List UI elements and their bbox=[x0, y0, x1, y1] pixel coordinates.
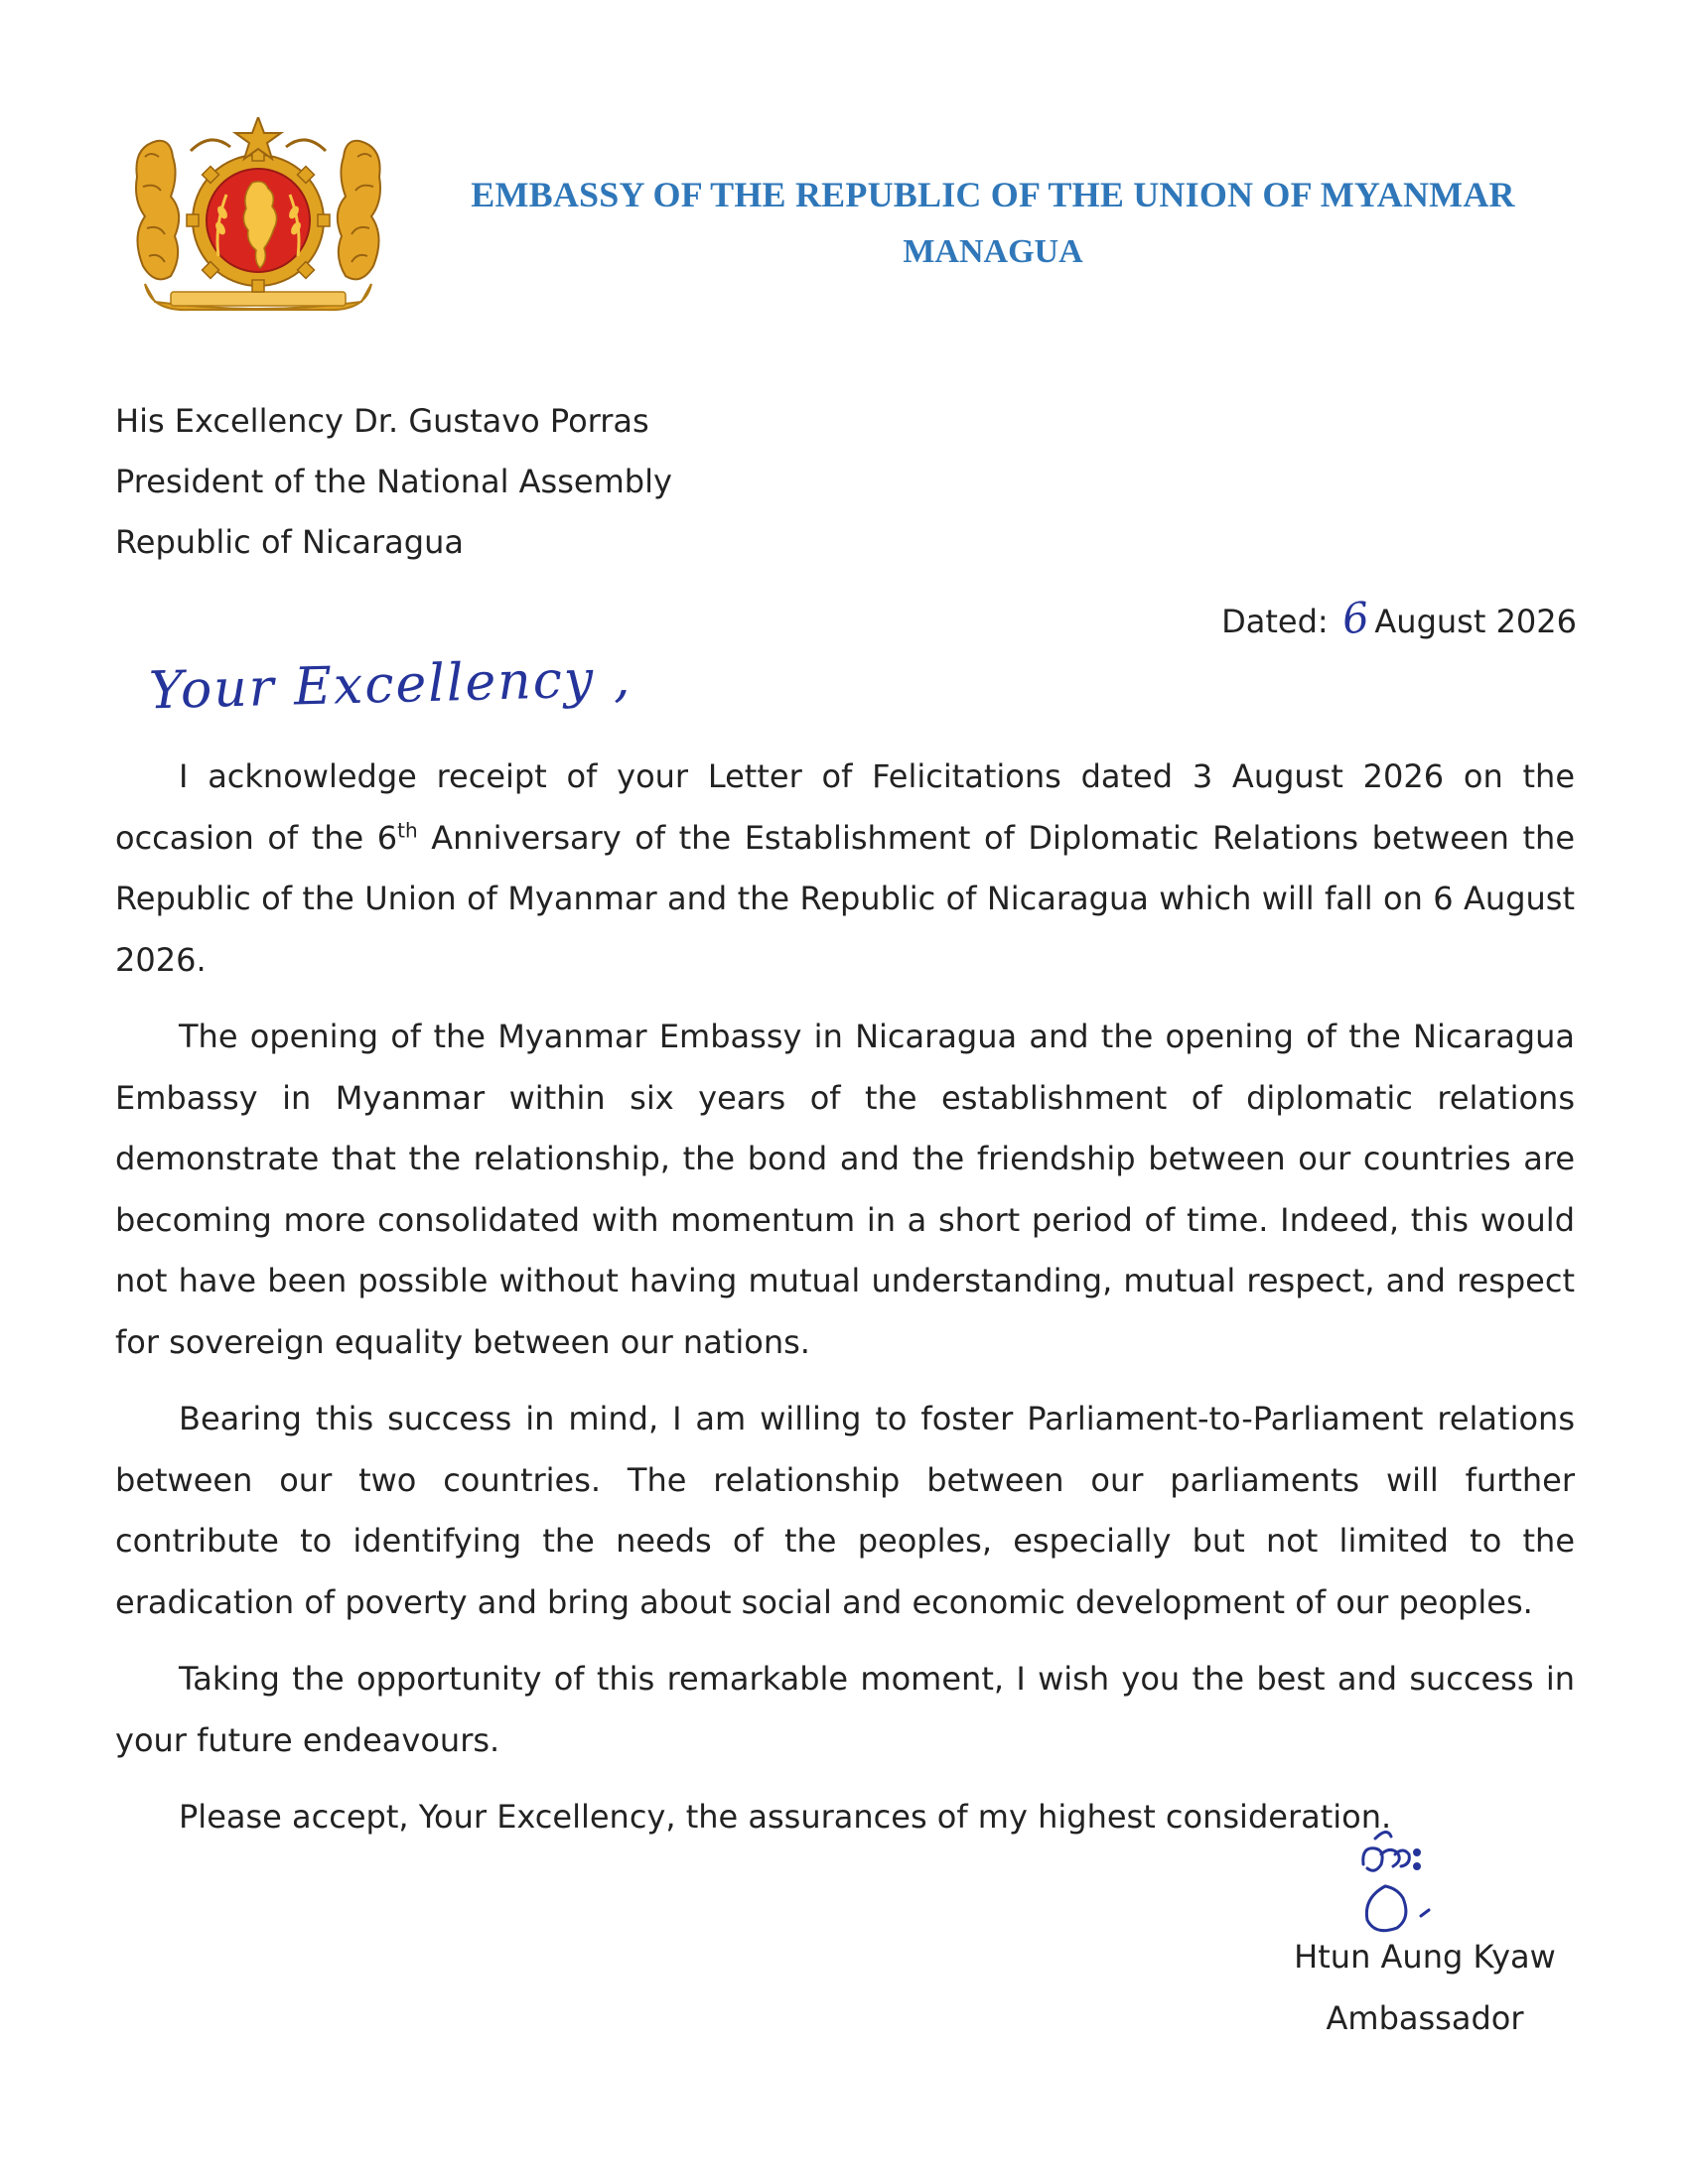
addressee-block bbox=[115, 391, 672, 573]
body-paragraph-3: Bearing this success in mind, I am willing to foster Parliament-to-Parliament relations between our two countries. The relationship between our parliaments will further contribute to identifying the needs of the peoples, especially but not limited to the eradication of poverty and bring about social and economic development of our peoples. bbox=[115, 1400, 1575, 1621]
date-label: Dated: bbox=[1221, 603, 1329, 640]
date-line bbox=[1221, 594, 1577, 646]
state-emblem-icon bbox=[131, 117, 385, 316]
body-paragraph-4: Taking the opportunity of this remarkable moment, I wish you the best and success in your future endeavours. bbox=[115, 1660, 1575, 1759]
addressee-name: His Excellency Dr. Gustavo Porras bbox=[115, 402, 649, 440]
body-paragraph-5: Please accept, Your Excellency, the assurances of my highest consideration. bbox=[179, 1798, 1392, 1836]
addressee-country: Republic of Nicaragua bbox=[115, 523, 464, 561]
addressee-title: President of the National Assembly bbox=[115, 463, 672, 500]
date-day-handwritten: 6 bbox=[1339, 592, 1371, 644]
body-paragraph-1-part-a: I acknowledge receipt of your Letter of Felicitations dated 3 August 2026 on the occasion of the 6 bbox=[115, 757, 1575, 857]
body-paragraph-2: The opening of the Myanmar Embassy in Nicaragua and the opening of the Nicaragua Embassy in Myanmar within six years of the establishment of diplomatic relations demonstrate that the relationship, the bond and the friendship between our countries are becoming more consolidated with momentum in a short period of time. Indeed, this would not have been possible without having mutual understanding, mutual respect, and respect for sovereign equality between our nations. bbox=[115, 1018, 1575, 1361]
body-paragraph-1 bbox=[115, 747, 1575, 991]
embassy-city: MANAGUA bbox=[903, 233, 1083, 270]
signatory-name: Htun Aung Kyaw bbox=[1294, 1938, 1556, 1976]
date-month-year: August 2026 bbox=[1374, 603, 1577, 640]
ordinal-superscript: th bbox=[397, 817, 418, 842]
signatory-block bbox=[1291, 1926, 1559, 2049]
letterhead bbox=[417, 167, 1569, 282]
signatory-title: Ambassador bbox=[1326, 1999, 1524, 2037]
letter-body bbox=[115, 747, 1575, 1864]
embassy-name: EMBASSY OF THE REPUBLIC OF THE UNION OF MYANMAR bbox=[471, 175, 1515, 214]
body-paragraph-1-part-b: Anniversary of the Establishment of Diplomatic Relations between the Republic of the Union of Myanmar and the Republic of Nicaragua which will fall on 6 August 2026. bbox=[115, 818, 1575, 979]
salutation-handwritten: Your Excellency , bbox=[148, 648, 633, 722]
